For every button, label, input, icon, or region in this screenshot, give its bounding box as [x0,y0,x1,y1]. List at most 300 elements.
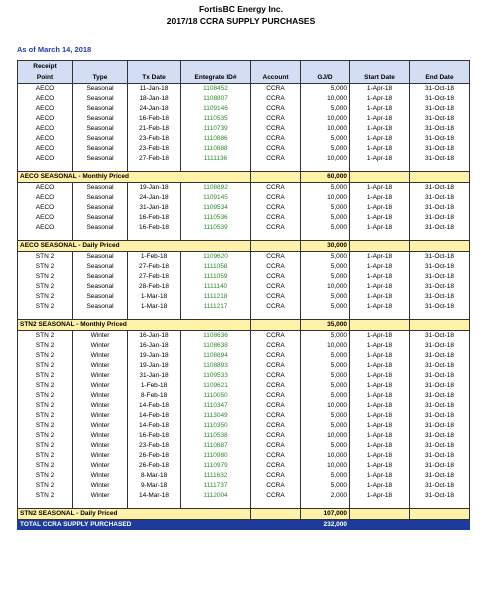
spacer-cell [128,233,181,241]
cell-receipt-point: AECO [18,94,73,104]
cell-end-date: 31-Oct-18 [410,471,470,481]
cell-end-date: 31-Oct-18 [410,341,470,351]
cell-entegrate-id: 1108807 [181,94,251,104]
spacer-cell [251,233,301,241]
cell-receipt-point: AECO [18,183,73,194]
cell-entegrate-id: 1111140 [181,282,251,292]
cell-start-date: 1-Apr-18 [350,341,410,351]
cell-type: Seasonal [73,183,128,194]
cell-tx-date: 14-Mar-18 [128,491,181,501]
cell-account: CCRA [251,401,301,411]
cell-type: Winter [73,351,128,361]
total-value: 232,000 [301,520,350,530]
spacer-cell [301,312,350,320]
cell-end-date: 31-Oct-18 [410,193,470,203]
subtotal-empty [251,241,301,252]
table-row [18,481,470,491]
spacer-cell [18,501,73,509]
subtotal-row [18,241,470,252]
cell-entegrate-id: 1109621 [181,381,251,391]
cell-gjd: 5,000 [301,134,350,144]
cell-entegrate-id: 1108892 [181,183,251,194]
col-entegrate-id: Entegrate ID# [181,72,251,84]
cell-gjd: 5,000 [301,351,350,361]
subtotal-row [18,320,470,331]
header-spacer [73,61,128,73]
cell-type: Seasonal [73,302,128,312]
cell-entegrate-id: 1110887 [181,441,251,451]
cell-account: CCRA [251,252,301,263]
cell-gjd: 10,000 [301,114,350,124]
cell-receipt-point: STN 2 [18,401,73,411]
spacer-cell [251,312,301,320]
table-row [18,124,470,134]
cell-receipt-point: STN 2 [18,331,73,342]
cell-tx-date: 14-Feb-18 [128,401,181,411]
cell-gjd: 10,000 [301,341,350,351]
spacer-cell [73,233,128,241]
cell-type: Seasonal [73,193,128,203]
cell-end-date: 31-Oct-18 [410,381,470,391]
table-row [18,302,470,312]
cell-end-date: 31-Oct-18 [410,114,470,124]
cell-start-date: 1-Apr-18 [350,331,410,342]
cell-start-date: 1-Apr-18 [350,203,410,213]
cell-gjd: 5,000 [301,262,350,272]
col-account: Account [251,72,301,84]
cell-end-date: 31-Oct-18 [410,391,470,401]
cell-type: Winter [73,471,128,481]
cell-end-date: 31-Oct-18 [410,183,470,194]
cell-receipt-point: STN 2 [18,292,73,302]
as-of-date: As of March 14, 2018 [17,45,92,54]
cell-entegrate-id: 1109620 [181,252,251,263]
cell-receipt-point: AECO [18,223,73,233]
table-row [18,391,470,401]
cell-type: Seasonal [73,144,128,154]
cell-gjd: 5,000 [301,292,350,302]
cell-type: Seasonal [73,134,128,144]
cell-end-date: 31-Oct-18 [410,292,470,302]
cell-tx-date: 24-Jan-18 [128,193,181,203]
subtotal-label: STN2 SEASONAL - Daily Priced [18,509,251,520]
header-spacer [128,61,181,73]
cell-tx-date: 1-Mar-18 [128,292,181,302]
total-empty [410,520,470,530]
subtotal-row [18,509,470,520]
cell-entegrate-id: 1109145 [181,193,251,203]
cell-tx-date: 11-Jan-18 [128,84,181,95]
cell-receipt-point: STN 2 [18,411,73,421]
cell-receipt-point: AECO [18,134,73,144]
cell-entegrate-id: 1109533 [181,371,251,381]
cell-entegrate-id: 1110979 [181,461,251,471]
table-row [18,183,470,194]
spacer-cell [301,233,350,241]
cell-account: CCRA [251,391,301,401]
cell-type: Winter [73,461,128,471]
subtotal-label: STN2 SEASONAL - Monthly Priced [18,320,251,331]
cell-receipt-point: STN 2 [18,371,73,381]
cell-receipt-point: STN 2 [18,481,73,491]
cell-tx-date: 19-Jan-18 [128,361,181,371]
cell-account: CCRA [251,124,301,134]
cell-receipt-point: STN 2 [18,471,73,481]
cell-account: CCRA [251,371,301,381]
cell-entegrate-id: 1109534 [181,203,251,213]
cell-end-date: 31-Oct-18 [410,223,470,233]
cell-end-date: 31-Oct-18 [410,451,470,461]
cell-tx-date: 18-Jan-18 [128,94,181,104]
cell-type: Winter [73,381,128,391]
cell-entegrate-id: 1111058 [181,262,251,272]
cell-start-date: 1-Apr-18 [350,252,410,263]
cell-tx-date: 16-Feb-18 [128,431,181,441]
cell-start-date: 1-Apr-18 [350,114,410,124]
cell-end-date: 31-Oct-18 [410,262,470,272]
cell-tx-date: 23-Feb-18 [128,144,181,154]
cell-entegrate-id: 1110980 [181,451,251,461]
cell-entegrate-id: 1111059 [181,272,251,282]
cell-type: Winter [73,491,128,501]
subtotal-empty [410,320,470,331]
cell-account: CCRA [251,262,301,272]
cell-receipt-point: STN 2 [18,491,73,501]
cell-gjd: 5,000 [301,144,350,154]
cell-account: CCRA [251,193,301,203]
cell-gjd: 10,000 [301,282,350,292]
total-label: TOTAL CCRA SUPPLY PURCHASED [18,520,301,530]
cell-gjd: 5,000 [301,213,350,223]
cell-start-date: 1-Apr-18 [350,84,410,95]
cell-gjd: 10,000 [301,461,350,471]
cell-account: CCRA [251,491,301,501]
cell-end-date: 31-Oct-18 [410,272,470,282]
cell-end-date: 31-Oct-18 [410,331,470,342]
cell-account: CCRA [251,411,301,421]
cell-entegrate-id: 1108636 [181,331,251,342]
cell-account: CCRA [251,461,301,471]
cell-gjd: 5,000 [301,84,350,95]
cell-receipt-point: AECO [18,213,73,223]
cell-tx-date: 16-Feb-18 [128,114,181,124]
table-header [18,61,470,84]
cell-receipt-point: STN 2 [18,302,73,312]
cell-tx-date: 8-Mar-18 [128,471,181,481]
cell-type: Seasonal [73,84,128,95]
col-receipt-point: Point [18,72,73,84]
cell-tx-date: 26-Feb-18 [128,461,181,471]
cell-gjd: 5,000 [301,481,350,491]
cell-end-date: 31-Oct-18 [410,351,470,361]
table-row [18,371,470,381]
spacer-row [18,164,470,172]
spacer-cell [18,164,73,172]
subtotal-value: 30,000 [301,241,350,252]
cell-entegrate-id: 1111136 [181,154,251,164]
cell-start-date: 1-Apr-18 [350,401,410,411]
table-row [18,272,470,282]
cell-start-date: 1-Apr-18 [350,481,410,491]
table-row [18,104,470,114]
spacer-row [18,501,470,509]
cell-entegrate-id: 1110536 [181,213,251,223]
spacer-cell [410,501,470,509]
table-row [18,361,470,371]
cell-gjd: 5,000 [301,104,350,114]
cell-receipt-point: STN 2 [18,361,73,371]
table-row [18,84,470,95]
cell-entegrate-id: 1110538 [181,431,251,441]
cell-start-date: 1-Apr-18 [350,272,410,282]
cell-start-date: 1-Apr-18 [350,491,410,501]
cell-receipt-point: STN 2 [18,282,73,292]
cell-tx-date: 26-Feb-18 [128,451,181,461]
cell-entegrate-id: 1111218 [181,292,251,302]
cell-tx-date: 1-Mar-18 [128,302,181,312]
spacer-cell [410,164,470,172]
cell-receipt-point: STN 2 [18,421,73,431]
cell-tx-date: 31-Jan-18 [128,371,181,381]
cell-end-date: 31-Oct-18 [410,431,470,441]
table-row [18,461,470,471]
cell-start-date: 1-Apr-18 [350,94,410,104]
table-body [18,84,470,530]
cell-type: Winter [73,341,128,351]
table-row [18,282,470,292]
cell-gjd: 10,000 [301,124,350,134]
spacer-cell [73,164,128,172]
cell-end-date: 31-Oct-18 [410,124,470,134]
subtotal-empty [350,241,410,252]
cell-start-date: 1-Apr-18 [350,193,410,203]
spacer-cell [301,164,350,172]
cell-tx-date: 23-Feb-18 [128,441,181,451]
table-row [18,144,470,154]
spacer-cell [350,233,410,241]
table-row [18,431,470,441]
cell-account: CCRA [251,441,301,451]
cell-type: Winter [73,411,128,421]
cell-entegrate-id: 1110350 [181,421,251,431]
col-receipt-line1: Receipt [18,61,73,73]
cell-gjd: 10,000 [301,94,350,104]
cell-gjd: 5,000 [301,183,350,194]
table-row [18,471,470,481]
col-start-date: Start Date [350,72,410,84]
table-row [18,441,470,451]
spacer-cell [350,501,410,509]
cell-receipt-point: STN 2 [18,262,73,272]
table-row [18,331,470,342]
spacer-cell [18,312,73,320]
cell-account: CCRA [251,471,301,481]
cell-end-date: 31-Oct-18 [410,104,470,114]
table-row [18,401,470,411]
cell-entegrate-id: 1110539 [181,223,251,233]
cell-receipt-point: AECO [18,203,73,213]
subtotal-row [18,172,470,183]
cell-entegrate-id: 1108638 [181,341,251,351]
cell-start-date: 1-Apr-18 [350,411,410,421]
cell-tx-date: 19-Jan-18 [128,351,181,361]
col-tx-date: Tx Date [128,72,181,84]
cell-type: Seasonal [73,94,128,104]
table-row [18,351,470,361]
table-row [18,491,470,501]
cell-type: Seasonal [73,262,128,272]
cell-end-date: 31-Oct-18 [410,144,470,154]
cell-type: Seasonal [73,213,128,223]
cell-end-date: 31-Oct-18 [410,361,470,371]
cell-account: CCRA [251,213,301,223]
table-row [18,193,470,203]
cell-account: CCRA [251,331,301,342]
cell-end-date: 31-Oct-18 [410,282,470,292]
spacer-cell [350,312,410,320]
subtotal-empty [350,320,410,331]
cell-tx-date: 31-Jan-18 [128,203,181,213]
cell-start-date: 1-Apr-18 [350,302,410,312]
cell-start-date: 1-Apr-18 [350,471,410,481]
cell-gjd: 5,000 [301,302,350,312]
report-title: 2017/18 CCRA SUPPLY PURCHASES [166,16,316,26]
cell-entegrate-id: 1111217 [181,302,251,312]
cell-tx-date: 1-Feb-18 [128,252,181,263]
cell-start-date: 1-Apr-18 [350,361,410,371]
table-row [18,203,470,213]
spacer-cell [410,312,470,320]
cell-tx-date: 16-Feb-18 [128,213,181,223]
cell-end-date: 31-Oct-18 [410,203,470,213]
cell-type: Seasonal [73,292,128,302]
col-end-date: End Date [410,72,470,84]
cell-receipt-point: AECO [18,193,73,203]
table-row [18,114,470,124]
table-row [18,341,470,351]
cell-end-date: 31-Oct-18 [410,134,470,144]
cell-start-date: 1-Apr-18 [350,104,410,114]
cell-start-date: 1-Apr-18 [350,154,410,164]
cell-gjd: 10,000 [301,154,350,164]
table-row [18,252,470,263]
cell-entegrate-id: 1111632 [181,471,251,481]
cell-account: CCRA [251,351,301,361]
subtotal-empty [251,172,301,183]
cell-account: CCRA [251,361,301,371]
cell-entegrate-id: 1109146 [181,104,251,114]
cell-end-date: 31-Oct-18 [410,491,470,501]
cell-start-date: 1-Apr-18 [350,183,410,194]
table-row [18,292,470,302]
cell-end-date: 31-Oct-18 [410,84,470,95]
cell-receipt-point: AECO [18,124,73,134]
spacer-cell [128,312,181,320]
subtotal-value: 107,000 [301,509,350,520]
cell-tx-date: 16-Jan-18 [128,341,181,351]
cell-type: Winter [73,431,128,441]
table-row [18,154,470,164]
table-row [18,94,470,104]
cell-entegrate-id: 1110050 [181,391,251,401]
cell-gjd: 10,000 [301,451,350,461]
subtotal-empty [410,509,470,520]
cell-end-date: 31-Oct-18 [410,411,470,421]
cell-end-date: 31-Oct-18 [410,371,470,381]
cell-gjd: 5,000 [301,252,350,263]
col-type: Type [73,72,128,84]
cell-entegrate-id: 1112004 [181,491,251,501]
cell-start-date: 1-Apr-18 [350,351,410,361]
cell-receipt-point: AECO [18,154,73,164]
cell-type: Seasonal [73,114,128,124]
cell-gjd: 2,000 [301,491,350,501]
subtotal-empty [410,241,470,252]
cell-end-date: 31-Oct-18 [410,213,470,223]
cell-type: Winter [73,441,128,451]
cell-account: CCRA [251,114,301,124]
subtotal-label: AECO SEASONAL - Monthly Priced [18,172,251,183]
spacer-cell [18,233,73,241]
cell-receipt-point: STN 2 [18,451,73,461]
cell-entegrate-id: 1111737 [181,481,251,491]
cell-type: Winter [73,421,128,431]
cell-tx-date: 21-Feb-18 [128,124,181,134]
cell-account: CCRA [251,302,301,312]
cell-account: CCRA [251,381,301,391]
total-row [18,520,470,530]
cell-end-date: 31-Oct-18 [410,94,470,104]
table-row [18,213,470,223]
cell-type: Seasonal [73,272,128,282]
cell-gjd: 10,000 [301,193,350,203]
cell-gjd: 5,000 [301,471,350,481]
cell-account: CCRA [251,154,301,164]
cell-account: CCRA [251,203,301,213]
cell-type: Seasonal [73,282,128,292]
cell-gjd: 5,000 [301,203,350,213]
cell-account: CCRA [251,144,301,154]
company-name: FortisBC Energy Inc. [198,4,284,14]
header-spacer [251,61,301,73]
cell-gjd: 5,000 [301,421,350,431]
cell-receipt-point: AECO [18,144,73,154]
cell-gjd: 5,000 [301,381,350,391]
spacer-cell [181,501,251,509]
subtotal-value: 35,000 [301,320,350,331]
cell-type: Seasonal [73,252,128,263]
cell-gjd: 10,000 [301,431,350,441]
cell-tx-date: 27-Feb-18 [128,154,181,164]
cell-start-date: 1-Apr-18 [350,292,410,302]
subtotal-empty [350,509,410,520]
cell-start-date: 1-Apr-18 [350,461,410,471]
subtotal-empty [251,509,301,520]
cell-entegrate-id: 1113049 [181,411,251,421]
cell-start-date: 1-Apr-18 [350,431,410,441]
cell-type: Seasonal [73,203,128,213]
cell-end-date: 31-Oct-18 [410,441,470,451]
table-row [18,134,470,144]
spacer-cell [128,164,181,172]
cell-receipt-point: STN 2 [18,391,73,401]
cell-tx-date: 16-Jan-18 [128,331,181,342]
cell-gjd: 5,000 [301,272,350,282]
spacer-cell [251,501,301,509]
cell-end-date: 31-Oct-18 [410,252,470,263]
cell-tx-date: 23-Feb-18 [128,134,181,144]
table-row [18,262,470,272]
